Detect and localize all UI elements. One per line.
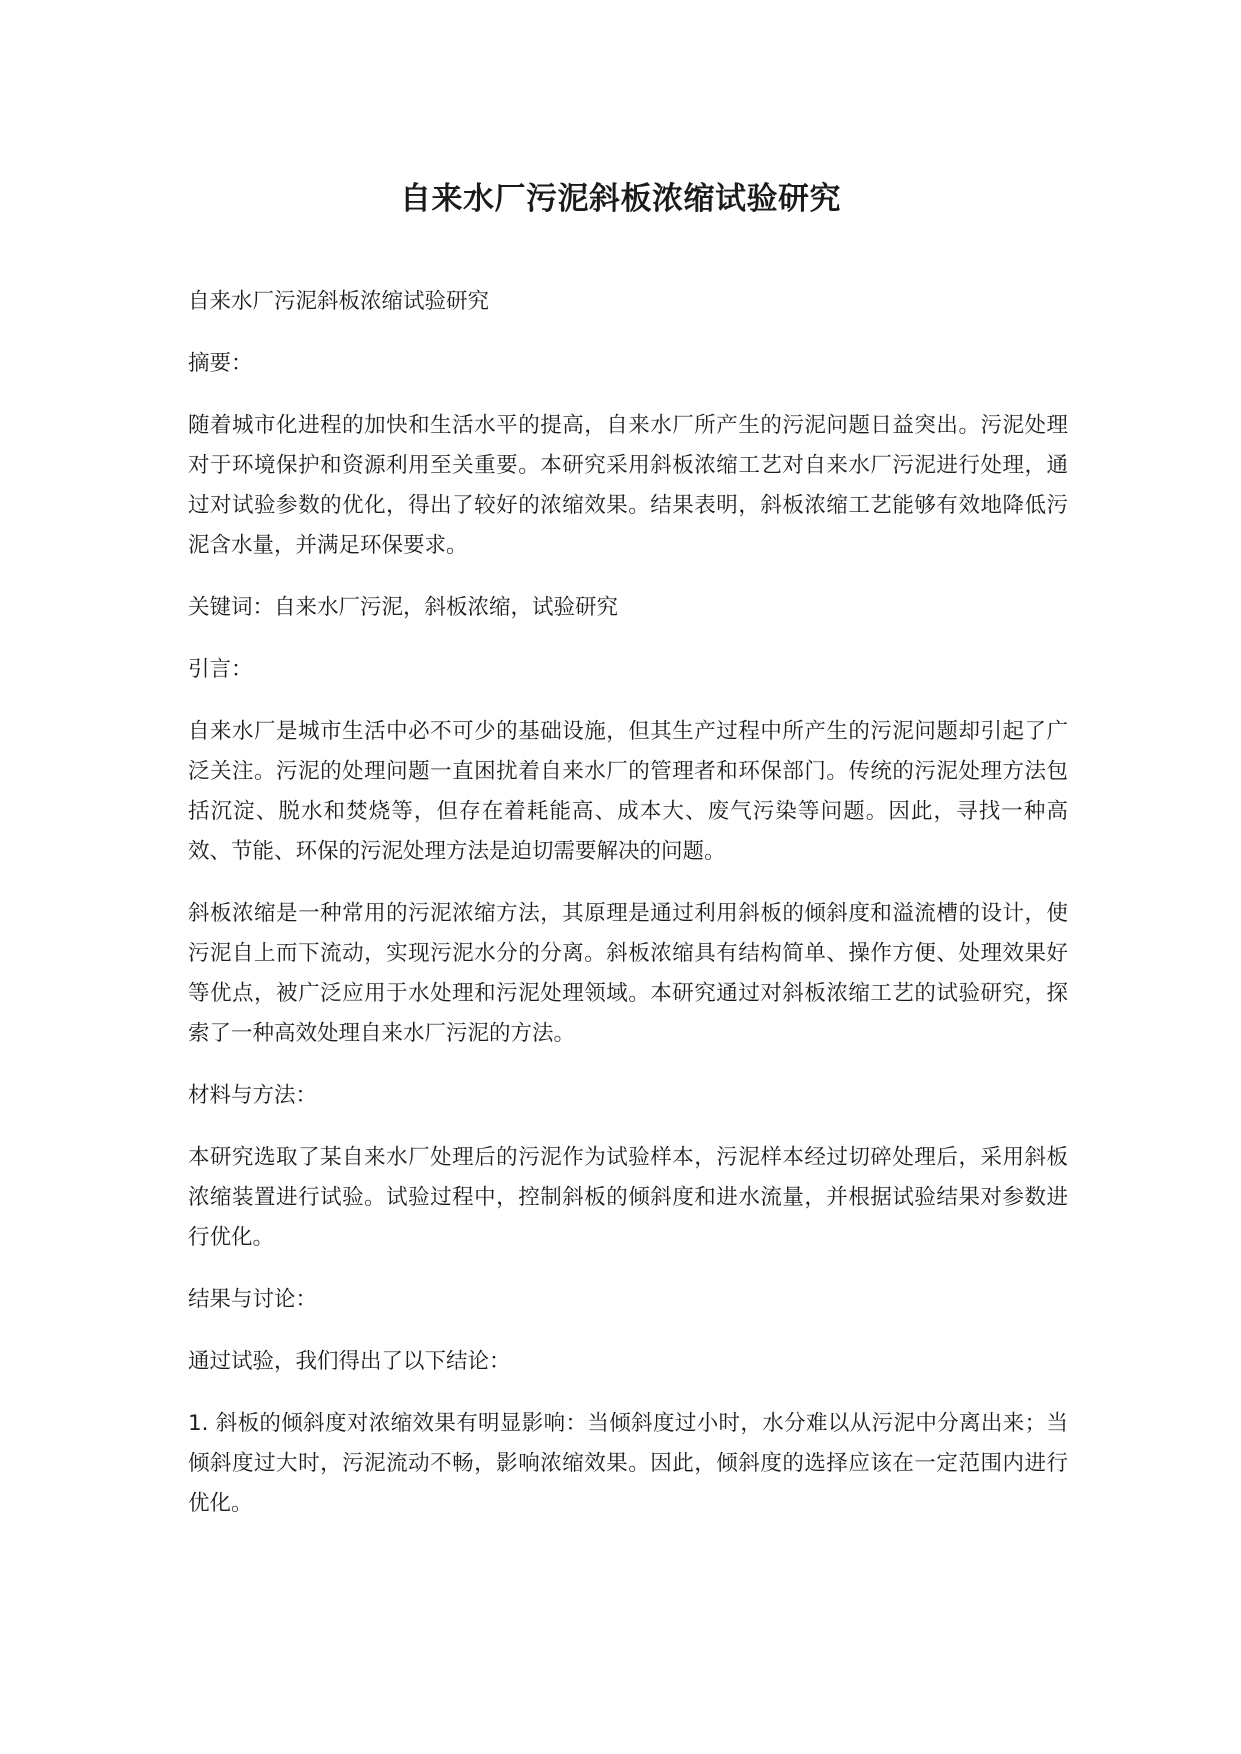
document-body — [188, 282, 1068, 1546]
paragraph-methods: 本研究选取了某自来水厂处理后的污泥作为试验样本，污泥样本经过切碎处理后，采用斜板浓缩装置进行试验。试验过程中，控制斜板的倾斜度和进水流量，并根据试验结果对参数进行优化。 — [188, 1145, 1068, 1250]
paragraph-intro-2: 斜板浓缩是一种常用的污泥浓缩方法，其原理是通过利用斜板的倾斜度和溢流槽的设计，使污泥自上而下流动，实现污泥水分的分离。斜板浓缩具有结构简单、操作方便、处理效果好等优点，被广泛应用于水处理和污泥处理领域。本研究通过对斜板浓缩工艺的试验研究，探索了一种高效处理自来水厂污泥的方法。 — [188, 901, 1068, 1046]
paragraph-results-intro: 通过试验，我们得出了以下结论： — [188, 1349, 511, 1374]
paragraph-intro-1: 自来水厂是城市生活中必不可少的基础设施，但其生产过程中所产生的污泥问题却引起了广泛关注。污泥的处理问题一直困扰着自来水厂的管理者和环保部门。传统的污泥处理方法包括沉淀、脱水和焚烧等，但存在着耗能高、成本大、废气污染等问题。因此，寻找一种高效、节能、环保的污泥处理方法是迫切需要解决的问题。 — [188, 719, 1068, 864]
paragraph-keywords: 关键词：自来水厂污泥，斜板浓缩，试验研究 — [188, 595, 619, 620]
paragraph-subtitle: 自来水厂污泥斜板浓缩试验研究 — [188, 289, 490, 314]
paragraph-result-1: 1. 斜板的倾斜度对浓缩效果有明显影响：当倾斜度过小时，水分难以从污泥中分离出来；当倾斜度过大时，污泥流动不畅，影响浓缩效果。因此，倾斜度的选择应该在一定范围内进行优化。 — [188, 1411, 1068, 1516]
document-title: 自来水厂污泥斜板浓缩试验研究 — [400, 181, 841, 217]
paragraph-abstract: 随着城市化进程的加快和生活水平的提高，自来水厂所产生的污泥问题日益突出。污泥处理对于环境保护和资源利用至关重要。本研究采用斜板浓缩工艺对自来水厂污泥进行处理，通过对试验参数的优化，得出了较好的浓缩效果。结果表明，斜板浓缩工艺能够有效地降低污泥含水量，并满足环保要求。 — [188, 413, 1068, 558]
paragraph-results-heading: 结果与讨论： — [188, 1287, 318, 1312]
paragraph-methods-heading: 材料与方法： — [188, 1083, 318, 1108]
paragraph-intro-heading: 引言： — [188, 657, 253, 682]
paragraph-abstract-heading: 摘要： — [188, 351, 253, 376]
